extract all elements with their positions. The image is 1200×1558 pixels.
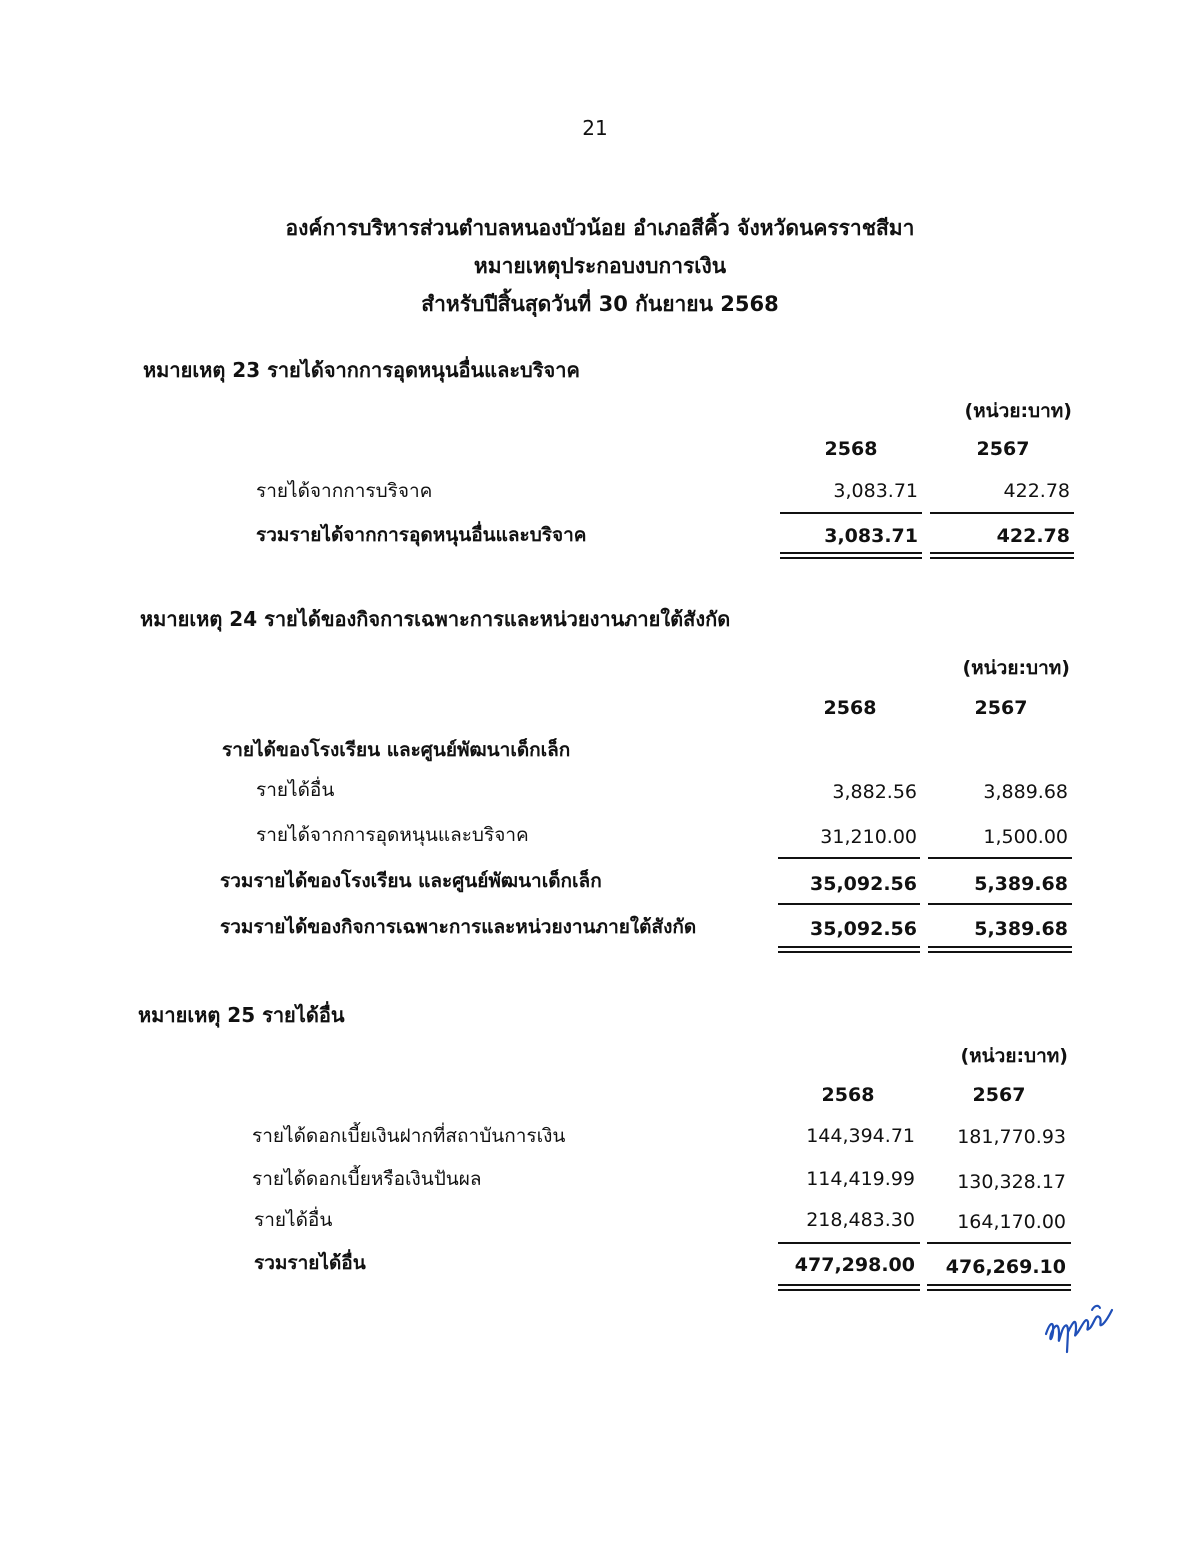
note-25-row-prior: 181,770.93 bbox=[957, 1126, 1066, 1148]
note-24-total-prior: 5,389.68 bbox=[974, 918, 1068, 940]
note-23-total-prior: 422.78 bbox=[996, 525, 1070, 547]
document-title: หมายเหตุประกอบงบการเงิน bbox=[473, 254, 727, 278]
note-24-title: หมายเหตุ 24 รายได้ของกิจการเฉพาะการและหน่วยงานภายใต้สังกัด bbox=[140, 607, 731, 631]
note-23-total-double-rule-current bbox=[780, 552, 922, 559]
note-23-title: หมายเหตุ 23 รายได้จากการอุดหนุนอื่นและบริจาค bbox=[143, 358, 580, 382]
note-25-row-current: 114,419.99 bbox=[806, 1168, 915, 1190]
note-23-unit: (หน่วย:บาท) bbox=[964, 400, 1072, 422]
note-25-row-label: รายได้อื่น bbox=[254, 1209, 333, 1231]
note-25-year-prior: 2567 bbox=[972, 1084, 1026, 1106]
note-23-total-current: 3,083.71 bbox=[824, 525, 918, 547]
note-24-row-current: 3,882.56 bbox=[832, 781, 917, 803]
note-25-title: หมายเหตุ 25 รายได้อื่น bbox=[138, 1003, 345, 1027]
note-24-subtotal-prior: 5,389.68 bbox=[974, 873, 1068, 895]
note-25-total-double-rule-current bbox=[778, 1284, 920, 1291]
note-25-row-prior: 164,170.00 bbox=[957, 1211, 1066, 1233]
note-23-row-current: 3,083.71 bbox=[833, 480, 918, 502]
period-title: สำหรับปีสิ้นสุดวันที่ 30 กันยายน 2568 bbox=[421, 292, 779, 316]
note-25-total-double-rule-prior bbox=[927, 1284, 1071, 1291]
note-24-subtotal-rule-prior bbox=[928, 857, 1072, 859]
note-25-row-current: 218,483.30 bbox=[806, 1209, 915, 1231]
note-24-subtotal-rule-current bbox=[778, 857, 920, 859]
note-24-total-current: 35,092.56 bbox=[810, 918, 917, 940]
note-25-total-label: รวมรายได้อื่น bbox=[254, 1252, 366, 1274]
note-23-year-prior: 2567 bbox=[976, 438, 1030, 460]
note-24-year-prior: 2567 bbox=[974, 697, 1028, 719]
page-number: 21 bbox=[582, 116, 608, 140]
note-24-row-current: 31,210.00 bbox=[820, 826, 917, 848]
note-23-year-current: 2568 bbox=[824, 438, 878, 460]
note-24-total-double-rule-prior bbox=[928, 946, 1072, 953]
note-24-row-prior: 3,889.68 bbox=[983, 781, 1068, 803]
note-25-row-label: รายได้ดอกเบี้ยหรือเงินปันผล bbox=[252, 1168, 482, 1190]
note-25-total-current: 477,298.00 bbox=[794, 1254, 915, 1276]
signature-icon bbox=[1040, 1298, 1120, 1358]
note-24-total-label: รวมรายได้ของกิจการเฉพาะการและหน่วยงานภายใต้สังกัด bbox=[220, 916, 697, 938]
note-23-row-prior: 422.78 bbox=[1003, 480, 1070, 502]
note-25-total-prior: 476,269.10 bbox=[945, 1256, 1066, 1278]
note-24-row-label: รายได้อื่น bbox=[256, 779, 335, 801]
note-24-unit: (หน่วย:บาท) bbox=[962, 657, 1070, 679]
note-24-group-label: รายได้ของโรงเรียน และศูนย์พัฒนาเด็กเล็ก bbox=[222, 739, 571, 761]
note-25-unit: (หน่วย:บาท) bbox=[960, 1045, 1068, 1067]
note-24-subtotal-label: รวมรายได้ของโรงเรียน และศูนย์พัฒนาเด็กเล็ก bbox=[220, 870, 602, 892]
note-25-row-prior: 130,328.17 bbox=[957, 1171, 1066, 1193]
note-24-row-prior: 1,500.00 bbox=[983, 826, 1068, 848]
note-25-total-rule-current bbox=[778, 1242, 920, 1244]
note-23-subtotal-rule-current bbox=[780, 512, 922, 514]
note-25-total-rule-prior bbox=[927, 1242, 1071, 1244]
note-25-year-current: 2568 bbox=[821, 1084, 875, 1106]
note-24-total-double-rule-current bbox=[778, 946, 920, 953]
note-24-year-current: 2568 bbox=[823, 697, 877, 719]
organization-title: องค์การบริหารส่วนตำบลหนองบัวน้อย อำเภอสีคิ้ว จังหวัดนครราชสีมา bbox=[285, 216, 915, 240]
note-24-total-rule-prior bbox=[928, 903, 1072, 905]
note-23-total-double-rule-prior bbox=[930, 552, 1074, 559]
note-25-row-label: รายได้ดอกเบี้ยเงินฝากที่สถาบันการเงิน bbox=[252, 1125, 566, 1147]
note-24-subtotal-current: 35,092.56 bbox=[810, 873, 917, 895]
note-25-row-current: 144,394.71 bbox=[806, 1125, 915, 1147]
note-24-row-label: รายได้จากการอุดหนุนและบริจาค bbox=[256, 824, 529, 846]
note-23-total-label: รวมรายได้จากการอุดหนุนอื่นและบริจาค bbox=[256, 524, 587, 546]
note-24-total-rule-current bbox=[778, 903, 920, 905]
note-23-row-label: รายได้จากการบริจาค bbox=[256, 480, 433, 502]
note-23-subtotal-rule-prior bbox=[930, 512, 1074, 514]
